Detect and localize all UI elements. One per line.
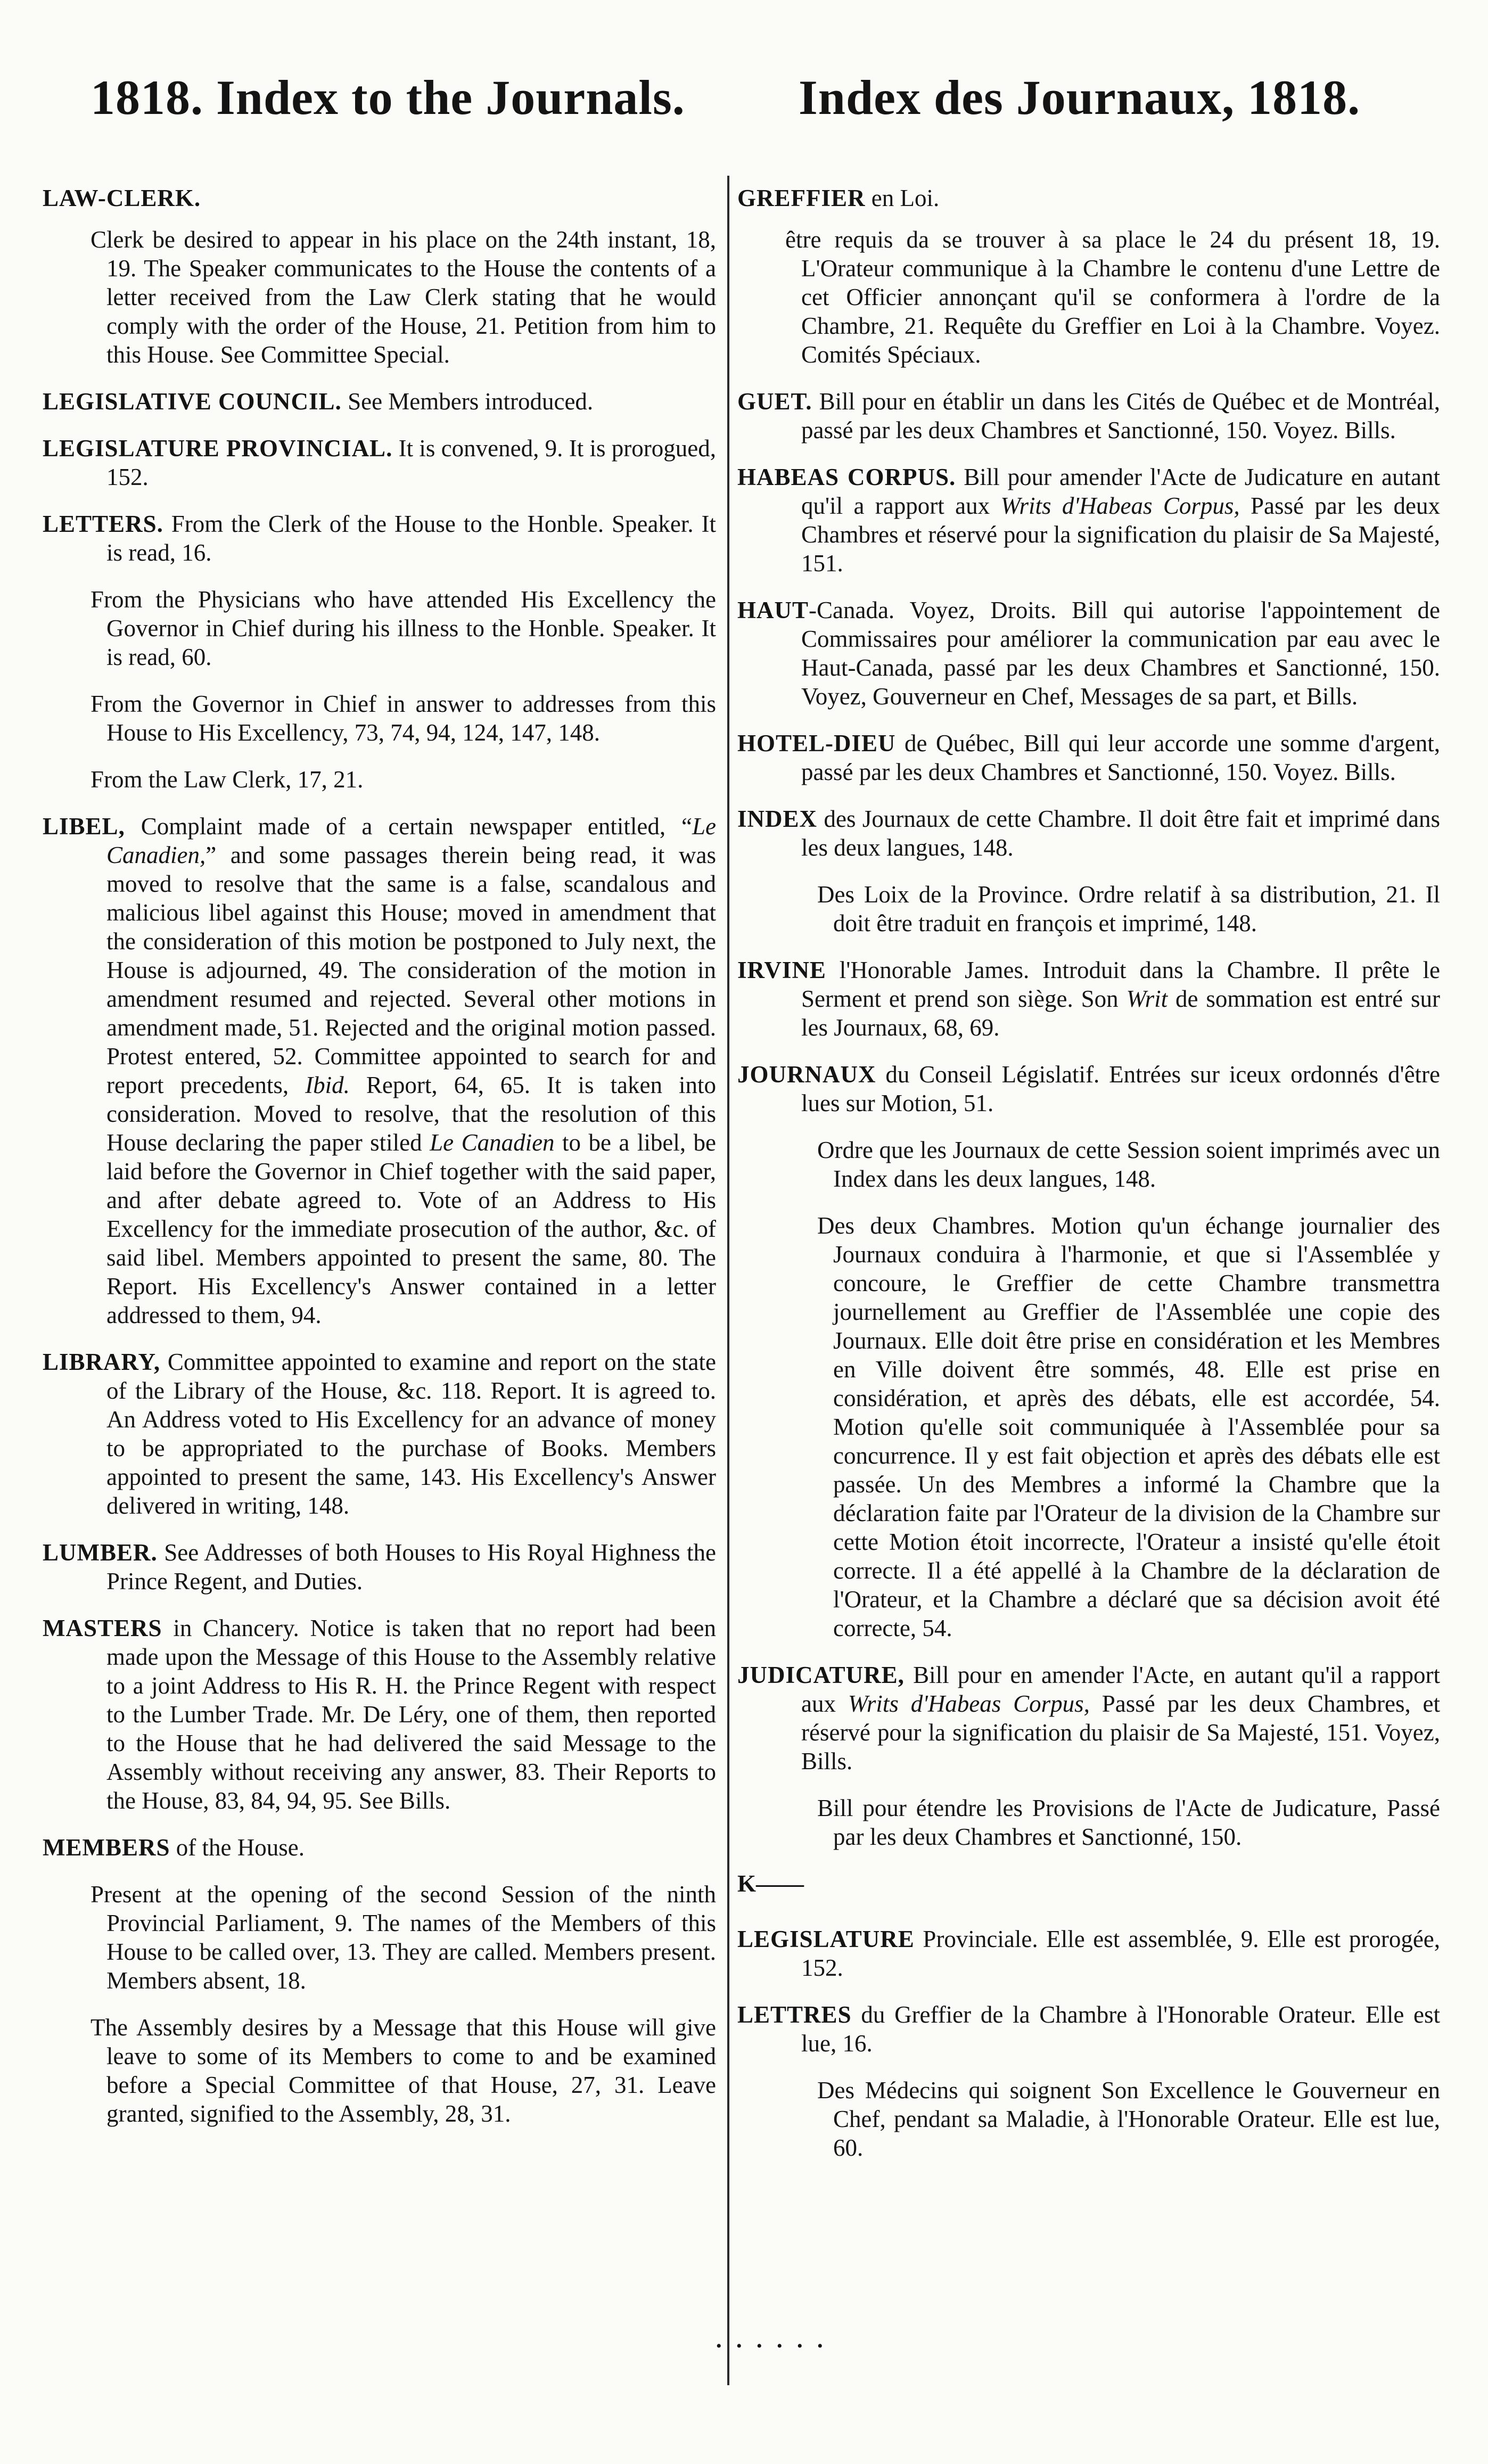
- entry-keyword: LETTERS.: [43, 511, 163, 537]
- entry-judicature: [737, 1661, 1440, 1776]
- right-column: [737, 184, 1440, 2180]
- entry-keyword: MEMBERS: [43, 1834, 170, 1861]
- entry-text: Committee appointed to examine and report on the state of the Library of the House, &c. 118. Report. It is agreed to. An Address voted to His Excellency for an advance of money to be appropriated to the purchase of Books. Members appointed to present the same, 143. His Excellency's Answer delivered in writing, 148.: [106, 1349, 717, 1519]
- entry-lumber: [43, 1538, 716, 1596]
- sub-entry: From the Law Clerk, 17, 21.: [91, 766, 364, 793]
- sub-entry: Des Médecins qui soignent Son Excellence le Gouverneur en Chef, pendant sa Maladie, à l'Honorable Orateur. Elle est lue, 60.: [817, 2077, 1440, 2161]
- entry-italic: Writ: [1126, 985, 1168, 1012]
- entry-italic: Writs d'Habeas Corpus,: [848, 1690, 1090, 1717]
- entry-text: -Canada. Voyez, Droits. Bill qui autorise l'appointement de Commissaires pour améliorer la communication par eau avec le Haut-Canada, passé par les deux Chambres et Sanctionné, 150. Voyez, Gouverneur en Chef, Messages de sa part, et Bills.: [801, 597, 1440, 710]
- entry-libel: [43, 812, 716, 1329]
- entry-text: Bill pour amender l'Acte de Judicature en autant qu'il a rapport aux: [801, 464, 1440, 519]
- sub-entry: Clerk be desired to appear in his place on the 24th instant, 18, 19. The Speaker communicates to the House the contents of a letter received from the Law Clerk stating that he would comply with the order of the House, 21. Petition from him to this House. See Committee Special.: [91, 226, 716, 368]
- entry-keyword: LETTRES: [737, 2001, 852, 2028]
- entry-keyword: INDEX: [737, 806, 818, 832]
- entry-italic: Ibid.: [305, 1072, 350, 1098]
- entry-keyword: GUET.: [737, 388, 812, 415]
- running-header-english: 1818. Index to the Journals.: [91, 70, 685, 125]
- entry-keyword: LAW-CLERK.: [43, 185, 201, 211]
- entry-text: in Chancery. Notice is taken that no report had been made upon the Message of this House to the Assembly relative to a joint Address to His R. H. the Prince Regent with respect to the Lumber Trade. Mr. De Léry, one of them, then reported to the House that he had delivered the said Message to the Assembly without receiving any answer, 83. Their Reports to the House, 83, 84, 94, 95. See Bills.: [106, 1615, 716, 1814]
- entry-masters: [43, 1614, 716, 1815]
- entry-text: de Québec, Bill qui leur accorde une somme d'argent, passé par les deux Chambres et Sanctionné, 150. Voyez. Bills.: [801, 730, 1441, 785]
- sub-entry: Ordre que les Journaux de cette Session soient imprimés avec un Index dans les deux langues, 148.: [817, 1137, 1440, 1192]
- entry-keyword: LIBRARY,: [43, 1349, 161, 1375]
- entry-keyword: HABEAS CORPUS.: [737, 464, 956, 490]
- entry-library: [43, 1348, 716, 1520]
- entry-text: to be a libel, be laid before the Governor in Chief together with the said paper, and after debate agreed to. Vote of an Address to His Excellency for the immediate prosecution of the author, &c. of said libel. Members appointed to present the same, 80. The Report. His Excellency's Answer contained in a letter addressed to them, 94.: [106, 1129, 717, 1328]
- entry-legislature-provinciale: [737, 1925, 1440, 1982]
- entry-text: of the House.: [176, 1834, 305, 1861]
- entry-keyword: JUDICATURE,: [737, 1662, 905, 1688]
- entry-text: de sommation est entré sur les Journaux, 68, 69.: [801, 985, 1441, 1041]
- entry-habeas-corpus: [737, 463, 1440, 578]
- entry-keyword: LIBEL,: [43, 813, 125, 840]
- entry-text: From the Clerk of the House to the Honble. Speaker. It is read, 16.: [106, 511, 716, 566]
- entry-keyword: LEGISLATURE PROVINCIAL.: [43, 435, 393, 462]
- entry-text: Passé par les deux Chambres, et réservé pour la signification du plaisir de Sa Majesté, 151. Voyez, Bills.: [801, 1690, 1441, 1775]
- sub-entry: From the Governor in Chief in answer to addresses from this House to His Excellency, 73, 74, 94, 124, 147, 148.: [91, 691, 716, 746]
- column-divider: [727, 176, 729, 2385]
- entry-text: See Addresses of both Houses to His Royal Highness the Prince Regent, and Duties.: [106, 1539, 717, 1595]
- entry-keyword: IRVINE: [737, 957, 826, 983]
- entry-text: Bill pour en établir un dans les Cités de Québec et de Montréal, passé par les deux Chambres et Sanctionné, 150. Voyez. Bills.: [801, 388, 1441, 443]
- entry-text: Complaint made of a certain newspaper entitled, “: [141, 813, 692, 840]
- left-column: [43, 184, 716, 2146]
- entry-text: See Members introduced.: [348, 388, 594, 415]
- sub-entry: Des deux Chambres. Motion qu'un échange journalier des Journaux conduira à l'harmonie, et que si l'Assemblée y concoure, le Greffier de cette Chambre transmettra journellement au Greffier de l'Assemblée une copie des Journaux. Elle doit être prise en considération et les Membres en Ville doivent être sommés, 48. Elle est prise en considération, et après des débats, elle est accordée, 54. Motion qu'elle soit communiquée à l'Assemblée pour sa concurrence. Il y est fait objection et après des débats elle est passée. Un des Membres a informé la Chambre que la déclaration faite par l'Orateur de la division de la Chambre sur cette Motion étoit incorrecte, l'Orateur a insisté qu'elle étoit correcte. Il a été appellé à la Chambre de la déclaration de l'Orateur, et la Chambre a déclaré que sa décision avoit été correcte, 54.: [817, 1212, 1440, 1641]
- entry-keyword: LEGISLATIVE COUNCIL.: [43, 388, 342, 415]
- entry-journaux: [737, 1060, 1440, 1118]
- entry-keyword: LEGISLATURE: [737, 1926, 915, 1952]
- entry-text: des Journaux de cette Chambre. Il doit être fait et imprimé dans les deux langues, 148.: [801, 806, 1441, 861]
- sub-entry: être requis da se trouver à sa place le 24 du présent 18, 19. L'Orateur communique à la Chambre le contenu d'une Lettre de cet Officier annonçant qu'il se conformera à l'ordre de la Chambre, 21. Requête du Greffier en Loi à la Chambre. Voyez. Comités Spéciaux.: [785, 226, 1440, 368]
- entry-keyword: JOURNAUX: [737, 1061, 876, 1088]
- entry-text: Bill pour en amender l'Acte, en autant qu'il a rapport aux: [801, 1662, 1440, 1717]
- entry-text: ” and some passages therein being read, it was moved to resolve that the same is a false, scandalous and malicious libel against this House; moved in amendment that the consideration of this motion be postponed to July next, the House is adjourned, 49. The consideration of the motion in amendment resumed and rejected. Several other motions in amendment made, 51. Rejected and the original motion passed. Protest entered, 52. Committee appointed to search for and report precedents,: [106, 842, 716, 1098]
- entry-text: It is convened, 9. It is prorogued, 152.: [106, 435, 716, 490]
- entry-text: l'Honorable James. Introduit dans la Chambre. Il prête le Serment et prend son siège. Son: [801, 957, 1440, 1012]
- sub-entry: The Assembly desires by a Message that this House will give leave to some of its Members to come to and be examined before a Special Committee of that House, 27, 31. Leave granted, signified to the Assembly, 28, 31.: [91, 2014, 716, 2127]
- entry-text: du Greffier de la Chambre à l'Honorable Orateur. Elle est lue, 16.: [801, 2001, 1441, 2057]
- entry-text: Passé par les deux Chambres et réservé pour la signification du plaisir de Sa Majesté, 151.: [801, 492, 1441, 577]
- entry-text: du Conseil Législatif. Entrées sur iceux ordonnés d'être lues sur Motion, 51.: [801, 1061, 1441, 1116]
- entry-lettres: [737, 2000, 1440, 2058]
- entry-irvine: [737, 956, 1440, 1042]
- entry-italic: Writs d'Habeas Corpus,: [1000, 492, 1240, 519]
- entry-keyword: MASTERS: [43, 1615, 162, 1641]
- entry-italic: Le Canadien: [430, 1129, 555, 1156]
- signature-mark: • • • • • •: [716, 2337, 828, 2355]
- sub-entry: Present at the opening of the second Session of the ninth Provincial Parliament, 9. The names of the Members of this House to be called over, 13. They are called. Members present. Members absent, 18.: [91, 1881, 716, 1994]
- entry-law-clerk: [43, 184, 716, 212]
- entry-guet: [737, 387, 1440, 445]
- entry-letters: [43, 510, 716, 567]
- entry-text: Provinciale. Elle est assemblée, 9. Elle est prorogée, 152.: [801, 1926, 1441, 1981]
- running-header-french: Index des Journaux, 1818.: [799, 70, 1361, 125]
- entry-haut-canada: [737, 596, 1440, 711]
- entry-index: [737, 804, 1440, 862]
- entry-hotel-dieu: [737, 729, 1440, 786]
- entry-keyword: HOTEL-DIEU: [737, 730, 896, 757]
- entry-text: Report, 64, 65. It is taken into consideration. Moved to resolve, that the resolution of this House declaring the paper stiled: [106, 1072, 717, 1156]
- sub-entry: Des Loix de la Province. Ordre relatif à sa distribution, 21. Il doit être traduit en françois et imprimé, 148.: [817, 881, 1440, 937]
- entry-legislature-provincial: [43, 434, 716, 491]
- entry-keyword: LUMBER.: [43, 1539, 158, 1566]
- sub-entry: Bill pour étendre les Provisions de l'Acte de Judicature, Passé par les deux Chambres et Sanctionné, 150.: [817, 1795, 1440, 1850]
- entry-italic: Le Canadien,: [106, 813, 716, 868]
- entry-keyword: GREFFIER: [737, 185, 866, 211]
- entry-legislative-council: [43, 387, 716, 416]
- section-letter-k: K——: [737, 1870, 804, 1897]
- entry-text: en Loi.: [871, 185, 940, 211]
- entry-members: [43, 1833, 716, 1862]
- entry-greffier: [737, 184, 1440, 212]
- sub-entry: From the Physicians who have attended His Excellency the Governor in Chief during his illness to the Honble. Speaker. It is read, 60.: [91, 586, 716, 670]
- entry-keyword: HAUT: [737, 597, 809, 623]
